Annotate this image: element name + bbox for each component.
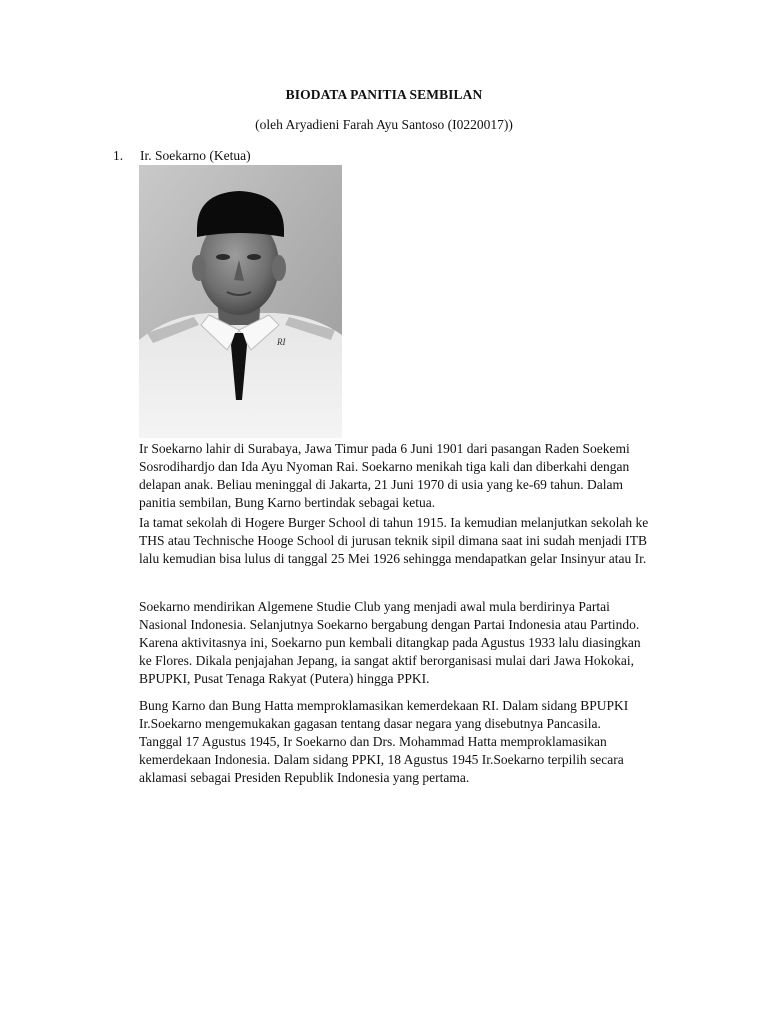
paragraph-line: kemerdekaan Indonesia. Dalam sidang PPKI, 18 Agustus 1945 Ir.Soekarno terpilih secara — [139, 752, 624, 767]
paragraph-line: lalu kemudian bisa lulus di tanggal 25 Mei 1926 sehingga mendapatkan gelar Insinyur atau Ir. — [139, 551, 647, 566]
paragraph-3 — [139, 598, 699, 688]
portrait-photo — [139, 165, 342, 438]
document-title: BIODATA PANITIA SEMBILAN — [285, 87, 483, 102]
paragraph-line: panitia sembilan, Bung Karno bertindak sebagai ketua. — [139, 495, 436, 510]
paragraph-line: Ir Soekarno lahir di Surabaya, Jawa Timur pada 6 Juni 1901 dari pasangan Raden Soekemi — [139, 441, 630, 456]
paragraph-1 — [139, 440, 699, 512]
paragraph-line: Karena aktivitasnya ini, Soekarno pun kembali ditangkap pada Agustus 1933 lalu diasingkan — [139, 635, 641, 650]
paragraph-line: ke Flores. Dikala penjajahan Jepang, ia sangat aktif berorganisasi mulai dari Jawa Hokokai, — [139, 653, 634, 668]
list-item-label: Ir. Soekarno (Ketua) — [140, 148, 251, 163]
paragraph-4 — [139, 697, 699, 787]
photo-badge-text: RI — [277, 337, 286, 347]
paragraph-line: Sosrodihardjo dan Ida Ayu Nyoman Rai. Soekarno menikah tiga kali dan diberkahi dengan — [139, 459, 630, 474]
paragraph-line: THS atau Technische Hooge School di jurusan teknik sipil dimana saat ini sudah menjadi ITB — [139, 533, 647, 548]
paragraph-line: Ia tamat sekolah di Hogere Burger School di tahun 1915. Ia kemudian melanjutkan sekolah ke — [139, 515, 649, 530]
paragraph-2 — [139, 514, 699, 568]
paragraph-line: Soekarno mendirikan Algemene Studie Club yang menjadi awal mula berdirinya Partai — [139, 599, 610, 614]
paragraph-line: delapan anak. Beliau meninggal di Jakarta, 21 Juni 1970 di usia yang ke-69 tahun. Dalam — [139, 477, 623, 492]
list-number: 1. — [113, 148, 124, 163]
paragraph-line: aklamasi sebagai Presiden Republik Indonesia yang pertama. — [139, 770, 470, 785]
paragraph-line: Tanggal 17 Agustus 1945, Ir Soekarno dan Drs. Mohammad Hatta memproklamasikan — [139, 734, 607, 749]
paragraph-line: Bung Karno dan Bung Hatta memproklamasikan kemerdekaan RI. Dalam sidang BPUPKI — [139, 698, 629, 713]
paragraph-line: BPUPKI, Pusat Tenaga Rakyat (Putera) hingga PPKI. — [139, 671, 430, 686]
paragraph-line: Nasional Indonesia. Selanjutnya Soekarno bergabung dengan Partai Indonesia atau Partindo. — [139, 617, 640, 632]
paragraph-line: Ir.Soekarno mengemukakan gagasan tentang dasar negara yang disebutnya Pancasila. — [139, 716, 601, 731]
document-subtitle: (oleh Aryadieni Farah Ayu Santoso (I0220017)) — [255, 117, 513, 132]
